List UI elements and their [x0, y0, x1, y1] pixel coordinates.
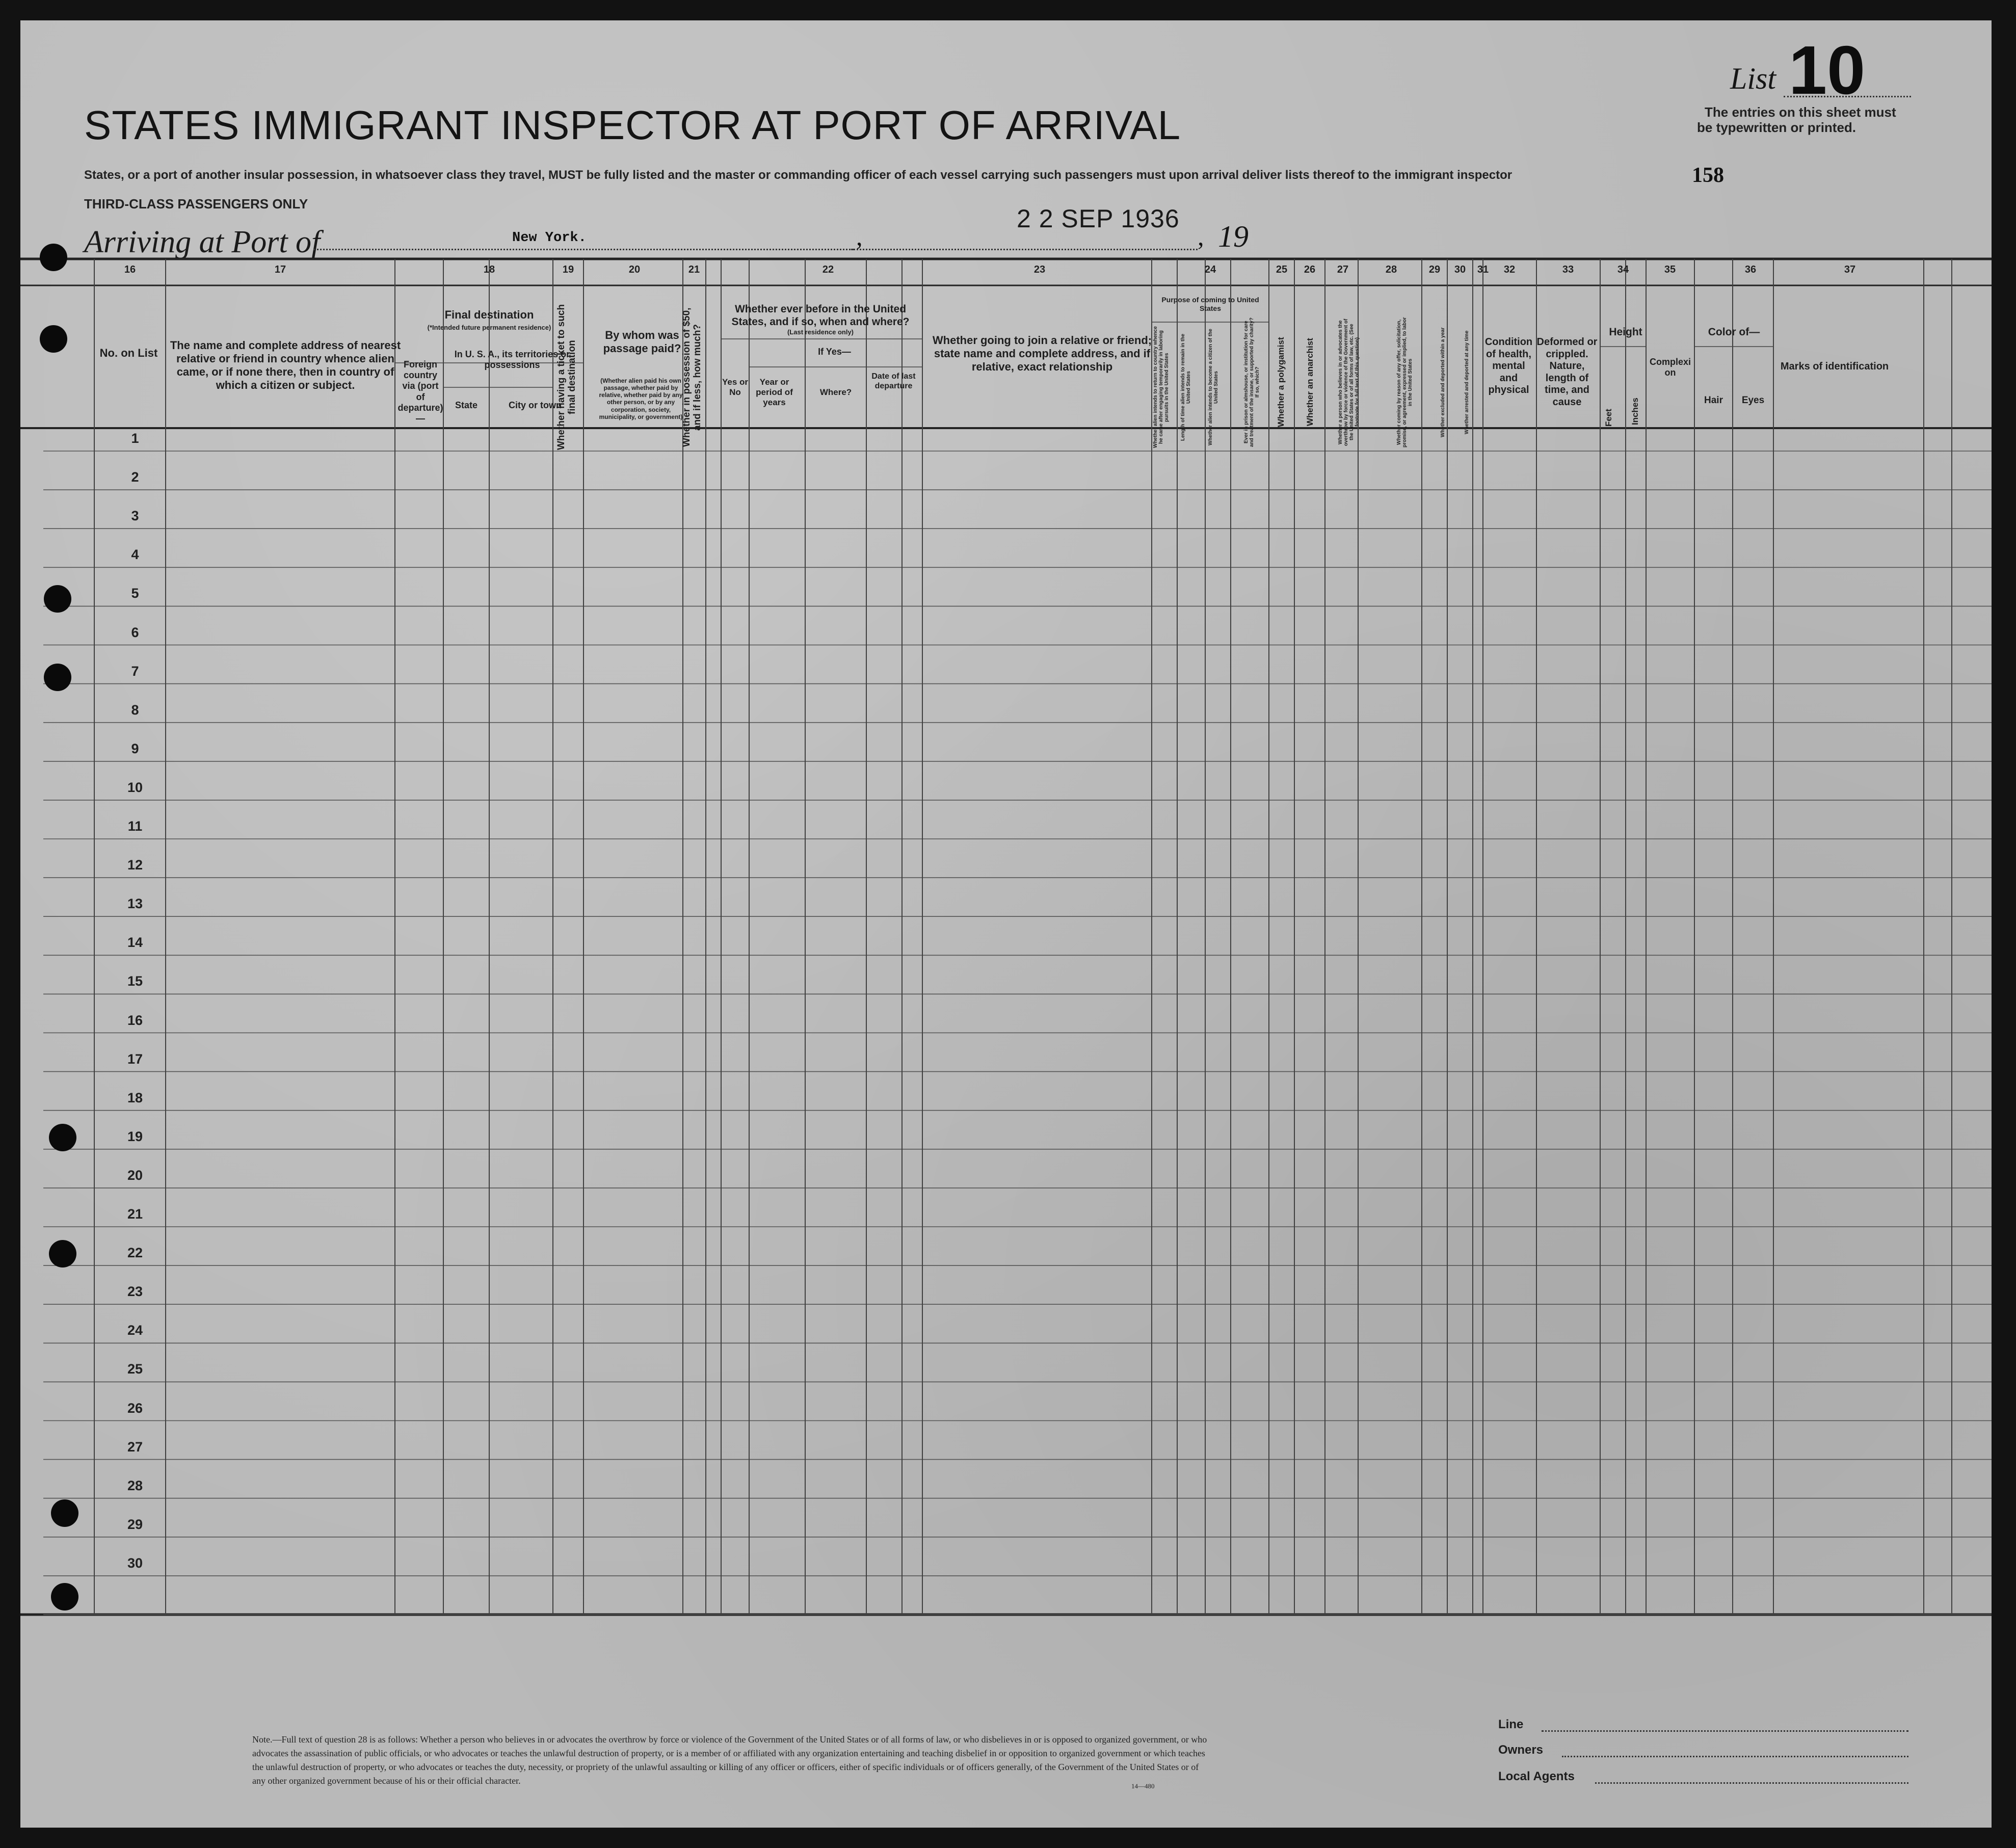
- local-agents-field: [1595, 1782, 1908, 1784]
- binder-hole: [40, 244, 67, 271]
- line-field: [1542, 1730, 1908, 1732]
- row-number: 2: [131, 469, 139, 485]
- header-passage-paid-note: (Whether alien paid his own passage, whether paid by relative, whether paid by any other person, or by any corporation, society, municipality, or government): [599, 377, 683, 420]
- form-code: 14—480: [1131, 1782, 1155, 1790]
- header-final-destination-note: (*Intended future permanent residence): [427, 324, 551, 331]
- header-city: City or town: [509, 400, 562, 410]
- row-number: 28: [127, 1477, 143, 1493]
- manifest-sheet: [20, 20, 1992, 1828]
- header-ever-before-note: (Last residence only): [787, 328, 854, 336]
- header-if-yes: If Yes—: [818, 347, 851, 357]
- header-marks: Marks of identification: [1780, 361, 1889, 372]
- column-number: 27: [1337, 264, 1349, 275]
- binder-hole: [44, 585, 71, 613]
- column-number: 18: [483, 264, 495, 275]
- binder-hole: [40, 325, 67, 353]
- owners-field: [1562, 1756, 1908, 1757]
- row-number: 26: [127, 1400, 143, 1416]
- row-number: 8: [131, 702, 139, 718]
- header-complexion: Complexion: [1649, 357, 1691, 378]
- column-number: 23: [1033, 264, 1046, 275]
- row-number: 15: [127, 973, 143, 989]
- subtitle: States, or a port of another insular possession, in whatsoever class they travel, MUST be fully listed and the master or commanding officer of each vessel carrying such passengers must upon arrival deliver lists thereof to the immigrant inspector: [84, 168, 1513, 182]
- column-number: 20: [628, 264, 641, 275]
- row-number: 4: [131, 547, 139, 563]
- row-number: 19: [127, 1128, 143, 1144]
- header-final-destination: Final destination: [444, 308, 534, 321]
- list-label: List: [1730, 62, 1776, 95]
- header-possession-50: Whether in possession of $50, and if less, how much?: [681, 307, 703, 447]
- row-number: 27: [127, 1439, 143, 1455]
- header-ever-before: Whether ever before in the United States, and if so, when and where?: [731, 303, 910, 328]
- row-number: 23: [127, 1284, 143, 1300]
- header-passage-paid: By whom was passage paid?: [603, 329, 681, 355]
- column-number: 30: [1454, 264, 1466, 275]
- row-number: 17: [127, 1051, 143, 1067]
- page-title: STATES IMMIGRANT INSPECTOR AT PORT OF ARRIVAL: [84, 102, 1181, 148]
- header-arrested: Whether arrested and deported at any time: [1464, 330, 1470, 434]
- row-number: 25: [127, 1361, 143, 1377]
- column-number: 25: [1276, 264, 1288, 275]
- header-foreign-country: Foreign country via (port of departure)—: [397, 359, 443, 424]
- header-purpose-b: Length of time alien intends to remain in the United States: [1180, 334, 1191, 441]
- header-hair: Hair: [1704, 395, 1723, 406]
- row-number: 10: [127, 779, 143, 795]
- column-number: 19: [562, 264, 574, 275]
- manifest-grid: [20, 20, 1992, 1828]
- footnote-question-28: Note.—Full text of question 28 is as follows: Whether a person who believes in or advocates the overthrow by force or violence of the Government of the United States or of all forms of law, or who disbelieves in or is opposed to organized government, or who advocates the assassination of public officials, or who advocates or teaches the unlawful destruction of property, or is a member of or affiliated with any organization entertaining and teaching disbelief in or opposition to organized government or which teaches the unlawful destruction of property, or who advocates or teaches the duty, necessity, or propriety of the unlawful assaulting or killing of any officer or officers, either of specific individuals or of officers generally, of the Government of the United States or of any other organized government because of his or their official character.: [252, 1734, 1207, 1786]
- header-excluded: Whether excluded and deported within a year: [1440, 327, 1446, 437]
- column-number: 28: [1385, 264, 1397, 275]
- column-number: 35: [1664, 264, 1676, 275]
- column-number: 32: [1503, 264, 1516, 275]
- header-deformed: Deformed or crippled. Nature, length of time, and cause: [1536, 336, 1598, 408]
- row-number: 1: [131, 431, 139, 446]
- column-number: 24: [1204, 264, 1216, 275]
- comma-2: ,: [1198, 222, 1204, 251]
- header-eyes: Eyes: [1741, 395, 1765, 406]
- header-yes-or-no: Yes or No: [722, 377, 749, 398]
- header-no-on-list: No. on List: [99, 347, 158, 359]
- header-inches: Inches: [1630, 398, 1640, 426]
- row-number: 16: [127, 1012, 143, 1028]
- row-number: 6: [131, 624, 139, 640]
- comma: ,: [856, 222, 863, 251]
- row-number: 5: [131, 586, 139, 601]
- binder-hole: [49, 1240, 76, 1268]
- column-number: 21: [688, 264, 700, 275]
- header-purpose: Purpose of coming to United States: [1161, 296, 1259, 312]
- arriving-label: Arriving at Port of: [84, 225, 321, 259]
- year-suffix: 19: [1218, 220, 1249, 253]
- column-number: 29: [1428, 264, 1441, 275]
- header-in-usa: In U. S. A., its territories or possessions: [454, 349, 570, 371]
- header-question-28: Whether a person who believes in or advocates the overthrow by force or violence of the Government of the United States or of all forms of law, etc. (See footnote for full text of this question): [1338, 319, 1360, 446]
- port-value: New York.: [512, 230, 587, 246]
- binder-hole: [44, 664, 71, 691]
- column-number: 17: [274, 264, 286, 275]
- row-number: 9: [131, 741, 139, 756]
- row-number: 30: [127, 1555, 143, 1571]
- column-number: 34: [1617, 264, 1629, 275]
- row-number: 20: [127, 1167, 143, 1183]
- header-join-relative: Whether going to join a relative or friend; state name and complete address, and if relative, exact relationship: [932, 334, 1152, 373]
- column-number: 26: [1304, 264, 1316, 275]
- header-state: State: [455, 400, 478, 410]
- header-date-last-departure: Date of last departure: [871, 372, 916, 390]
- date-stamp: 2 2 SEP 1936: [1017, 204, 1180, 233]
- local-agents-label: Local Agents: [1498, 1770, 1575, 1783]
- header-prison: Ever in prison or almshouse, or institution for care and treatment of the insane, or supported by charity? If so, which?: [1243, 318, 1260, 447]
- row-number: 18: [127, 1090, 143, 1105]
- column-number: 31: [1477, 264, 1489, 275]
- header-purpose-a: Whether alien intends to return to country whence he came after engaging temporarily in laboring pursuits in the United States: [1153, 326, 1170, 448]
- row-number: 7: [131, 663, 139, 679]
- form-number: 158: [1692, 164, 1724, 187]
- instruction-line-2: be typewritten or printed.: [1697, 120, 1856, 135]
- row-number: 3: [131, 508, 139, 524]
- binder-hole: [49, 1124, 76, 1151]
- header-nearest-relative: The name and complete address of nearest relative or friend in country whence alien came, or if none there, then in country of which a citizen or subject.: [170, 339, 401, 391]
- binder-hole: [51, 1499, 78, 1527]
- header-where: Where?: [819, 387, 852, 397]
- row-number: 13: [127, 896, 143, 912]
- line-label: Line: [1498, 1718, 1524, 1731]
- binder-hole: [51, 1583, 78, 1611]
- header-ticket: Whether having a ticket to such final destination: [556, 304, 577, 451]
- header-feet: Feet: [1604, 409, 1613, 427]
- row-number: 24: [127, 1323, 143, 1338]
- header-color-of: Color of—: [1708, 326, 1760, 338]
- class-line: THIRD-CLASS PASSENGERS ONLY: [84, 196, 308, 212]
- row-number: 11: [127, 819, 143, 834]
- header-year-period: Year or period of years: [756, 377, 793, 408]
- row-number: 21: [127, 1206, 143, 1222]
- row-number: 29: [127, 1516, 143, 1532]
- column-number: 37: [1844, 264, 1856, 275]
- header-question-29: Whether coming by reason of any offer, solicitation, promise, or agreement, expressed or implied, to labor in the United States: [1396, 317, 1413, 447]
- row-number: 14: [127, 935, 143, 951]
- header-anarchist: Whether an anarchist: [1305, 338, 1315, 427]
- owners-label: Owners: [1498, 1743, 1544, 1757]
- column-number: 36: [1744, 264, 1757, 275]
- row-number: 22: [127, 1245, 143, 1261]
- header-purpose-c: Whether alien intends to become a citizen of the United States: [1208, 329, 1219, 446]
- header-polygamist: Whether a polygamist: [1276, 337, 1286, 428]
- column-number: 22: [822, 264, 834, 275]
- header-health: Condition of health, mental and physical: [1484, 336, 1533, 396]
- row-number: 12: [127, 857, 143, 873]
- list-number: 10: [1789, 32, 1866, 109]
- header-height: Height: [1609, 326, 1642, 338]
- column-number: 33: [1562, 264, 1574, 275]
- column-number: 16: [124, 264, 136, 275]
- instruction-line-1: The entries on this sheet must: [1705, 104, 1896, 120]
